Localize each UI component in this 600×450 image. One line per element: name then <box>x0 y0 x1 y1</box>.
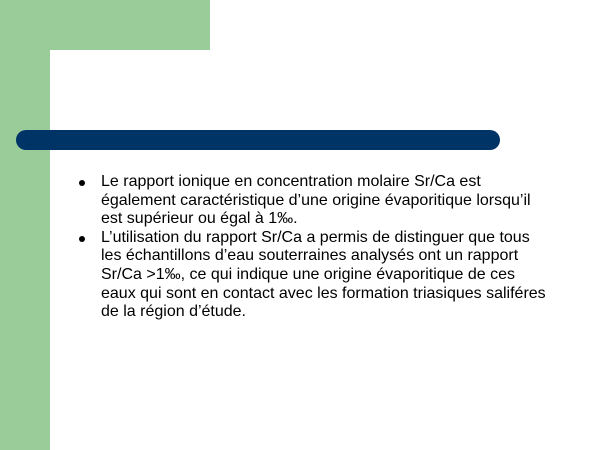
rounded-corner <box>50 50 210 170</box>
green-accent-left <box>0 0 50 450</box>
round-bullet-icon <box>79 236 85 242</box>
bullet-item <box>78 229 548 322</box>
bullet-item <box>78 173 548 229</box>
bullet-text: Le rapport ionique en concentration molaire Sr/Ca est également caractéristique d’une origine évaporitique lorsqu’il est supérieur ou égal à 1‰. <box>101 173 531 228</box>
bullet-text: L’utilisation du rapport Sr/Ca a permis de distinguer que tous les échantillons d’eau souterraines analysés ont un rapport Sr/Ca >1‰, ce qui indique une origine évaporitique de ces eaux qui sont en contact avec les formation triasiques saliféres de la région d’étude. <box>101 228 546 321</box>
round-bullet-icon <box>79 180 85 186</box>
bullet-list <box>78 173 548 322</box>
title-bar <box>16 130 500 150</box>
